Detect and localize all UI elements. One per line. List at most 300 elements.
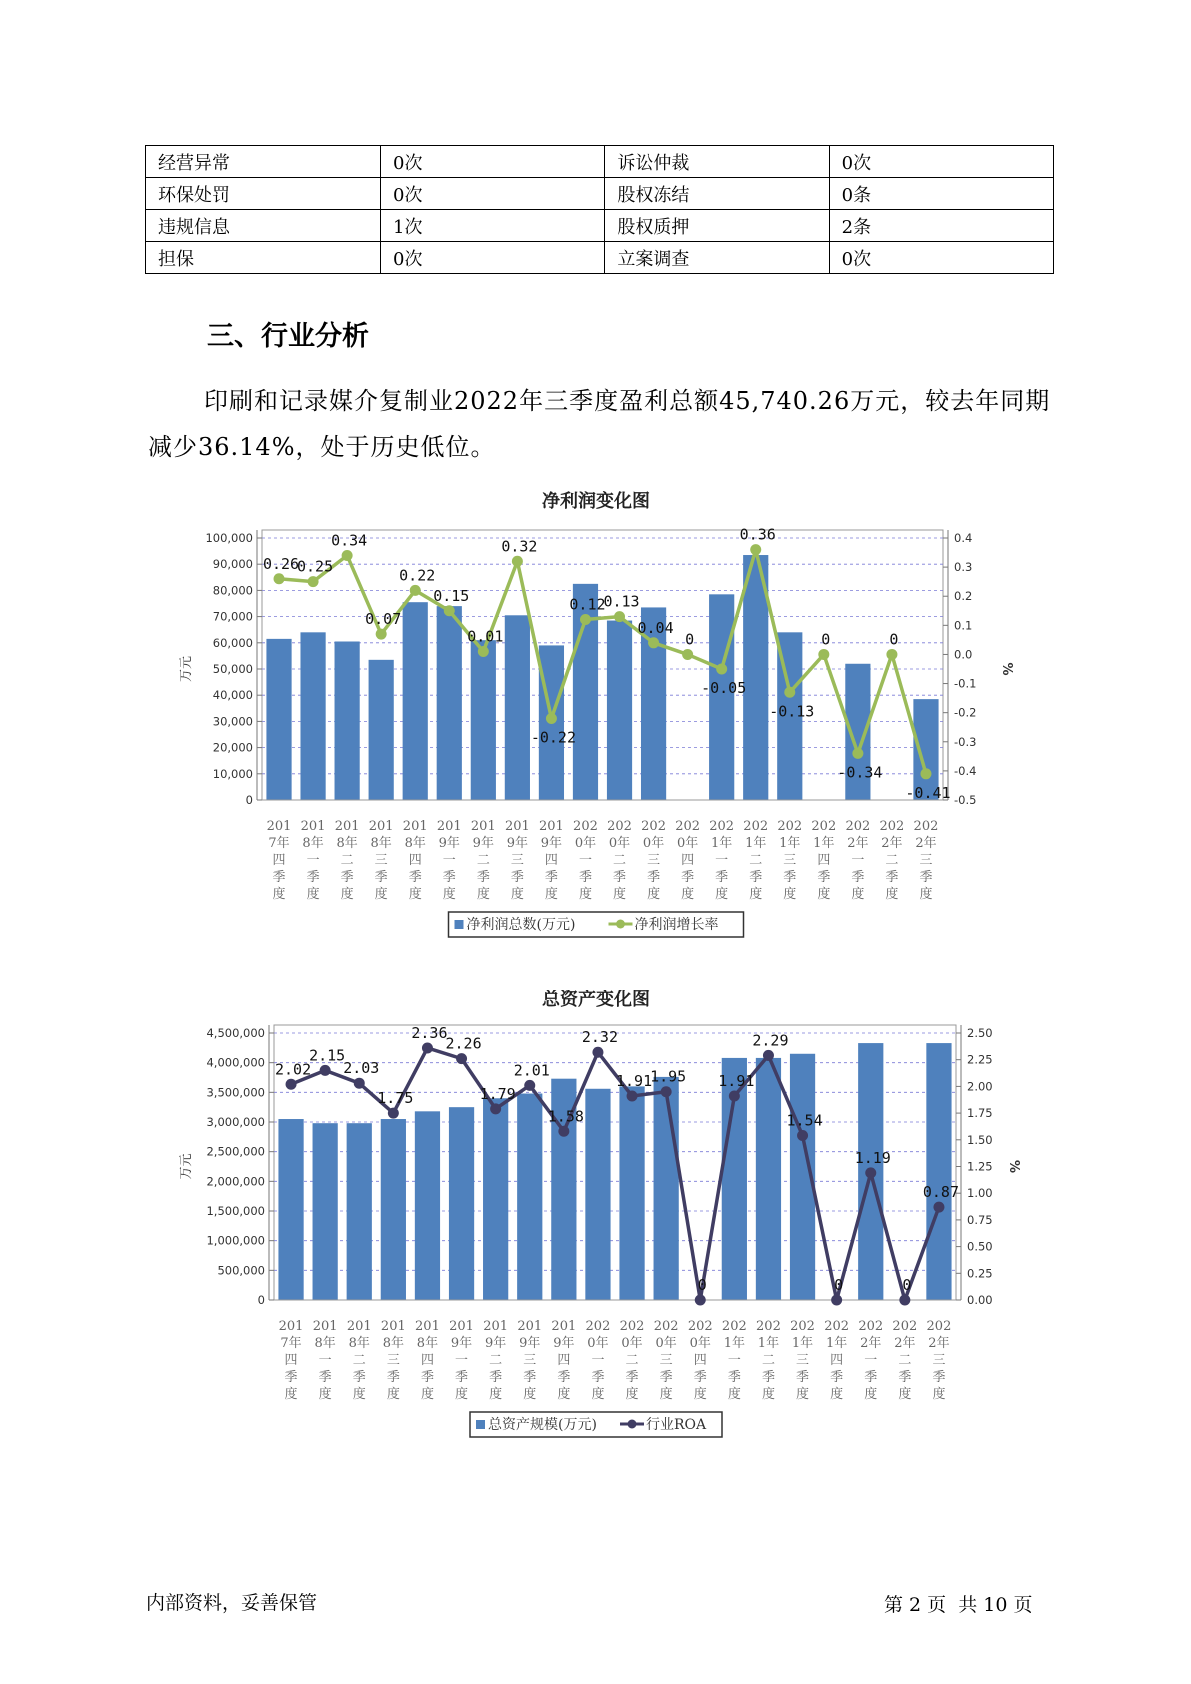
left-tick-label: 80,000	[212, 583, 253, 598]
data-label: 0	[685, 630, 695, 649]
category-tick-label: 度	[318, 1387, 332, 1402]
left-tick-label: 4,000,000	[206, 1055, 265, 1070]
data-label: 1.95	[650, 1067, 687, 1086]
line-point	[865, 1167, 876, 1178]
legend-bar-swatch	[455, 920, 464, 929]
line-point	[478, 646, 489, 657]
left-tick-label: 70,000	[212, 609, 253, 624]
right-tick-label: 0.25	[967, 1266, 993, 1281]
category-tick-label: 季	[374, 870, 388, 885]
category-tick-label: 季	[783, 870, 797, 885]
category-tick-label: 度	[489, 1387, 503, 1402]
category-tick-label: 度	[352, 1387, 366, 1402]
left-tick-label: 60,000	[212, 635, 253, 650]
left-tick-label: 30,000	[212, 714, 253, 729]
category-tick-label: 一	[864, 1353, 878, 1368]
bar	[709, 594, 734, 800]
table-cell-risk-value: 0次	[829, 146, 1053, 178]
legend-label: 总资产规模(万元)	[488, 1417, 597, 1433]
legend-bar-swatch	[476, 1420, 485, 1429]
category-tick-label: 一	[851, 853, 865, 868]
data-label: 2.29	[752, 1031, 789, 1050]
data-label: 0.32	[501, 537, 538, 556]
category-tick-label: 三	[647, 853, 661, 868]
category-tick-label: 四	[830, 1353, 844, 1368]
bar	[619, 1086, 644, 1300]
category-tick-label: 202	[675, 819, 701, 834]
category-tick-label: 9年	[485, 1336, 507, 1351]
line-point	[886, 649, 897, 660]
line-point	[422, 1042, 433, 1053]
right-axis-title: %	[1006, 1159, 1021, 1174]
category-tick-label: 四	[817, 853, 831, 868]
category-tick-label: 一	[727, 1353, 741, 1368]
category-tick-label: 9年	[438, 836, 460, 851]
category-tick-label: 9年	[519, 1336, 541, 1351]
line-point	[763, 1050, 774, 1061]
category-tick-label: 202	[879, 819, 905, 834]
line-point	[558, 1126, 569, 1137]
category-tick-label: 二	[885, 853, 899, 868]
category-tick-label: 季	[796, 1370, 810, 1385]
data-label: 2.03	[343, 1059, 380, 1078]
category-tick-label: 二	[613, 853, 627, 868]
category-tick-label: 季	[352, 1370, 366, 1385]
left-tick-label: 4,500,000	[206, 1026, 265, 1040]
category-tick-label: 度	[851, 887, 865, 902]
category-tick-label: 0年	[587, 1336, 609, 1351]
legend-line-marker	[628, 1420, 637, 1429]
chart-canvas	[0, 990, 1191, 1440]
right-tick-label: 2.00	[967, 1079, 993, 1094]
category-tick-label: 8年	[314, 1336, 336, 1351]
bar	[607, 621, 632, 800]
bar	[415, 1111, 440, 1300]
category-tick-label: 度	[761, 1387, 775, 1402]
category-tick-label: 度	[455, 1387, 469, 1402]
right-tick-label: -0.3	[954, 734, 977, 749]
table-cell-risk-value: 0次	[381, 242, 605, 274]
category-tick-label: 201	[436, 819, 462, 834]
chart-title: 净利润变化图	[542, 491, 650, 512]
category-tick-label: 三	[510, 853, 524, 868]
line-point	[512, 556, 523, 567]
category-tick-label: 三	[796, 1353, 810, 1368]
category-tick-label: 201	[380, 1319, 406, 1334]
line-point	[933, 1202, 944, 1213]
data-label: 0	[834, 1276, 844, 1294]
right-tick-label: 2.50	[967, 1026, 993, 1040]
line-point	[784, 687, 795, 698]
table-cell-risk-value: 1次	[381, 210, 605, 242]
category-tick-label: 202	[709, 819, 735, 834]
category-tick-label: 季	[919, 870, 933, 885]
category-tick-label: 一	[455, 1353, 469, 1368]
left-tick-label: 500,000	[217, 1263, 265, 1278]
left-tick-label: 0	[257, 1293, 265, 1307]
category-tick-label: 0年	[676, 836, 699, 851]
right-axis-title: %	[999, 662, 1014, 676]
line-point	[376, 629, 387, 640]
right-tick-label: -0.4	[954, 763, 977, 778]
bar	[437, 606, 462, 800]
category-tick-label: 季	[489, 1370, 503, 1385]
left-tick-label: 20,000	[212, 740, 253, 755]
category-tick-label: 一	[306, 853, 320, 868]
category-tick-label: 四	[557, 1353, 571, 1368]
category-tick-label: 季	[851, 870, 865, 885]
category-tick-label: 8年	[302, 836, 324, 851]
right-tick-label: 0.1	[954, 618, 973, 633]
bar	[654, 1077, 679, 1300]
category-tick-label: 202	[573, 819, 598, 834]
category-tick-label: 三	[783, 853, 797, 868]
category-tick-label: 度	[284, 1387, 298, 1402]
category-tick-label: 1年	[813, 836, 835, 851]
category-tick-label: 0年	[621, 1336, 643, 1351]
category-tick-label: 四	[420, 1353, 434, 1368]
category-tick-label: 201	[539, 819, 564, 834]
category-tick-label: 202	[687, 1319, 713, 1334]
category-tick-label: 1年	[745, 836, 767, 851]
category-tick-label: 1年	[757, 1336, 780, 1351]
category-tick-label: 201	[402, 819, 428, 834]
line-point	[444, 605, 455, 616]
category-tick-label: 度	[544, 887, 558, 902]
data-label: -0.41	[905, 783, 951, 802]
bar	[403, 602, 428, 800]
chart-canvas	[0, 490, 1191, 940]
category-tick-label: 季	[681, 870, 695, 885]
data-label: 0.22	[399, 566, 436, 585]
chart-title: 总资产变化图	[542, 990, 650, 1010]
right-tick-label: 0.2	[954, 589, 973, 604]
line-point	[274, 573, 285, 584]
category-tick-label: 度	[885, 887, 899, 902]
table-cell-risk-value: 0次	[381, 178, 605, 210]
line-point	[797, 1130, 808, 1141]
bar	[300, 632, 325, 800]
category-tick-label: 度	[796, 1387, 810, 1402]
category-tick-label: 季	[591, 1370, 605, 1385]
data-label: 1.75	[377, 1089, 414, 1108]
legend-label: 净利润总数(万元)	[466, 917, 576, 933]
category-tick-label: 8年	[404, 836, 426, 851]
table-cell-risk-label: 诉讼仲裁	[605, 146, 829, 178]
category-tick-label: 季	[408, 870, 422, 885]
line-point	[920, 768, 931, 779]
line-point	[286, 1079, 297, 1090]
data-label: 0.07	[365, 610, 402, 629]
category-tick-label: 202	[607, 819, 632, 834]
data-label: 2.15	[309, 1046, 346, 1065]
category-tick-label: 二	[898, 1353, 912, 1368]
category-tick-label: 季	[613, 870, 627, 885]
left-tick-label: 0	[245, 793, 253, 807]
category-tick-label: 二	[749, 853, 763, 868]
data-label: -0.22	[530, 728, 577, 747]
category-tick-label: 季	[715, 870, 729, 885]
table-cell-risk-label: 环保处罚	[146, 178, 381, 210]
data-label: 1.79	[479, 1084, 516, 1103]
category-tick-label: 度	[727, 1387, 741, 1402]
line-point	[831, 1295, 842, 1306]
left-tick-label: 2,500,000	[206, 1144, 265, 1159]
legend-label: 行业ROA	[646, 1417, 707, 1433]
category-tick-label: 二	[625, 1353, 639, 1368]
data-label: 1.58	[547, 1107, 584, 1126]
data-label: 0.04	[637, 618, 674, 637]
category-tick-label: 1年	[791, 1336, 814, 1351]
category-tick-label: 7年	[268, 836, 290, 851]
bar	[313, 1123, 338, 1300]
data-label: 0.26	[262, 554, 300, 573]
right-tick-label: 2.25	[967, 1052, 993, 1067]
bar	[266, 639, 291, 800]
category-tick-label: 度	[830, 1387, 844, 1402]
category-tick-label: 四	[284, 1353, 298, 1368]
category-tick-label: 201	[517, 1319, 543, 1334]
category-tick-label: 201	[449, 1319, 474, 1334]
table-cell-risk-label: 经营异常	[146, 146, 381, 178]
category-tick-label: 四	[408, 853, 422, 868]
category-tick-label: 202	[619, 1319, 645, 1334]
category-tick-label: 度	[557, 1387, 571, 1402]
category-tick-label: 202	[824, 1319, 850, 1334]
table-cell-risk-label: 担保	[146, 242, 381, 274]
category-tick-label: 二	[761, 1353, 775, 1368]
category-tick-label: 度	[476, 887, 490, 902]
category-tick-label: 度	[613, 887, 627, 902]
category-tick-label: 201	[300, 819, 326, 834]
right-tick-label: 0.3	[954, 560, 973, 575]
category-tick-label: 2年	[847, 836, 869, 851]
data-label: 1.91	[615, 1072, 653, 1091]
bar	[483, 1098, 508, 1300]
category-tick-label: 一	[715, 853, 729, 868]
category-tick-label: 0年	[608, 836, 631, 851]
table-cell-risk-label: 立案调查	[605, 242, 829, 274]
right-tick-label: 0.50	[967, 1239, 993, 1254]
line-point	[818, 649, 829, 660]
category-tick-label: 度	[647, 887, 661, 902]
left-tick-label: 1,000,000	[206, 1233, 265, 1248]
line-point	[524, 1080, 535, 1091]
category-tick-label: 季	[340, 870, 354, 885]
category-tick-label: 度	[591, 1387, 605, 1402]
category-tick-label: 二	[340, 853, 354, 868]
category-tick-label: 季	[817, 870, 831, 885]
category-tick-label: 季	[284, 1370, 298, 1385]
data-label: 0.12	[569, 595, 606, 614]
category-tick-label: 二	[489, 1353, 503, 1368]
data-label: 0.87	[922, 1183, 960, 1202]
line-point	[546, 713, 557, 724]
category-tick-label: 三	[374, 853, 388, 868]
category-tick-label: 2年	[928, 1336, 950, 1351]
data-label: 0.13	[603, 592, 640, 611]
line-point	[592, 1047, 603, 1058]
category-tick-label: 三	[659, 1353, 673, 1368]
category-tick-label: 8年	[370, 836, 392, 851]
category-tick-label: 201	[551, 1319, 577, 1334]
category-tick-label: 1年	[826, 1336, 848, 1351]
category-tick-label: 一	[578, 853, 592, 868]
bar	[335, 641, 360, 800]
category-tick-label: 8年	[336, 836, 358, 851]
data-label: -0.13	[769, 702, 815, 721]
category-tick-label: 201	[312, 1319, 338, 1334]
left-tick-label: 3,000,000	[206, 1115, 265, 1129]
category-tick-label: 201	[278, 1319, 304, 1334]
category-tick-label: 四	[681, 853, 695, 868]
legend-label: 净利润增长率	[634, 917, 719, 933]
category-tick-label: 季	[625, 1370, 639, 1385]
data-label: 2.02	[274, 1060, 312, 1079]
category-tick-label: 度	[510, 887, 524, 902]
category-tick-label: 8年	[382, 1336, 404, 1351]
category-tick-label: 季	[420, 1370, 434, 1385]
bar	[756, 1058, 781, 1300]
category-tick-label: 202	[777, 819, 803, 834]
category-tick-label: 202	[790, 1319, 815, 1334]
left-tick-label: 90,000	[212, 557, 253, 572]
table-row	[146, 178, 1054, 210]
plot-frame	[262, 530, 943, 800]
data-label: 1.54	[786, 1111, 823, 1130]
category-tick-label: 度	[817, 887, 831, 902]
line-point	[661, 1086, 672, 1097]
category-tick-label: 9年	[472, 836, 494, 851]
category-tick-label: 度	[340, 887, 354, 902]
data-label: 2.26	[445, 1034, 482, 1053]
category-tick-label: 度	[306, 887, 320, 902]
bar	[585, 1089, 610, 1300]
bar	[381, 1119, 406, 1300]
data-label: 0.01	[467, 627, 504, 646]
risk-info-table	[145, 145, 1054, 274]
category-tick-label: 季	[898, 1370, 912, 1385]
net-profit-chart	[0, 490, 1191, 940]
line-point	[716, 664, 727, 675]
category-tick-label: 9年	[506, 836, 529, 851]
line-point	[729, 1091, 740, 1102]
data-label: -0.34	[837, 763, 883, 782]
category-tick-label: 三	[386, 1353, 400, 1368]
data-label: 0.36	[739, 525, 776, 544]
category-tick-label: 202	[811, 819, 837, 834]
category-tick-label: 201	[346, 1319, 372, 1334]
category-tick-label: 9年	[553, 1336, 575, 1351]
category-tick-label: 度	[408, 887, 422, 902]
category-tick-label: 度	[715, 887, 729, 902]
category-tick-label: 二	[476, 853, 490, 868]
left-tick-label: 3,500,000	[206, 1085, 265, 1100]
category-tick-label: 度	[864, 1387, 878, 1402]
left-tick-label: 40,000	[212, 688, 253, 703]
category-tick-label: 季	[578, 870, 592, 885]
category-tick-label: 202	[721, 1319, 747, 1334]
left-axis-title: 万元	[179, 1153, 194, 1180]
analysis-paragraph: 印刷和记录媒介复制业2022年三季度盈利总额45,740.26万元，较去年同期减少36.14%，处于历史低位。	[148, 387, 1051, 461]
category-tick-label: 季	[830, 1370, 844, 1385]
line-point	[320, 1065, 331, 1076]
category-tick-label: 三	[919, 853, 933, 868]
category-tick-label: 8年	[416, 1336, 439, 1351]
category-tick-label: 季	[647, 870, 661, 885]
data-label: 0	[889, 630, 899, 649]
left-tick-label: 100,000	[205, 531, 253, 545]
right-tick-label: 1.25	[967, 1159, 993, 1174]
category-tick-label: 0年	[689, 1336, 711, 1351]
left-axis-title: 万元	[179, 655, 194, 683]
category-tick-label: 季	[659, 1370, 673, 1385]
bar	[926, 1043, 951, 1300]
data-label: 0.25	[297, 557, 334, 576]
category-tick-label: 201	[504, 819, 530, 834]
right-tick-label: -0.2	[954, 705, 977, 720]
line-point	[899, 1295, 910, 1306]
category-tick-label: 7年	[280, 1336, 302, 1351]
category-tick-label: 202	[743, 819, 769, 834]
category-tick-label: 202	[585, 1319, 611, 1334]
category-tick-label: 201	[483, 1319, 509, 1334]
category-tick-label: 1年	[711, 836, 733, 851]
page-number: 第 2 页 共 10 页	[884, 1594, 1033, 1616]
category-tick-label: 度	[442, 887, 456, 902]
line-point	[410, 585, 421, 596]
category-tick-label: 季	[306, 870, 320, 885]
line-point	[308, 576, 319, 587]
category-tick-label: 度	[898, 1387, 912, 1402]
left-tick-label: 2,000,000	[206, 1174, 265, 1189]
category-tick-label: 季	[749, 870, 763, 885]
category-tick-label: 季	[386, 1370, 400, 1385]
table-cell-risk-label: 股权质押	[605, 210, 829, 242]
bar	[369, 660, 394, 800]
category-tick-label: 三	[523, 1353, 537, 1368]
category-tick-label: 201	[415, 1319, 440, 1334]
table-row	[146, 146, 1054, 178]
category-tick-label: 季	[557, 1370, 571, 1385]
bar	[505, 615, 530, 800]
category-tick-label: 二	[352, 1353, 366, 1368]
category-tick-label: 度	[625, 1387, 639, 1402]
data-label: 1.19	[854, 1148, 891, 1167]
category-tick-label: 度	[681, 887, 695, 902]
data-label: 2.32	[581, 1028, 619, 1047]
right-tick-label: 0.4	[954, 531, 973, 545]
category-tick-label: 201	[334, 819, 360, 834]
footer-note: 内部资料，妥善保管	[146, 1592, 318, 1614]
category-tick-label: 度	[374, 887, 388, 902]
category-tick-label: 0年	[655, 1336, 677, 1351]
right-tick-label: -0.1	[954, 676, 977, 691]
category-tick-label: 1年	[723, 1336, 745, 1351]
category-tick-label: 度	[659, 1387, 673, 1402]
line-point	[695, 1295, 706, 1306]
category-tick-label: 202	[845, 819, 871, 834]
right-tick-label: 0.0	[954, 647, 973, 662]
category-tick-label: 一	[442, 853, 456, 868]
category-tick-label: 季	[864, 1370, 878, 1385]
category-tick-label: 四	[272, 853, 286, 868]
right-tick-label: -0.5	[954, 793, 977, 807]
category-tick-label: 季	[510, 870, 524, 885]
bar	[278, 1119, 303, 1300]
table-cell-risk-label: 股权冻结	[605, 178, 829, 210]
category-tick-label: 201	[368, 819, 394, 834]
